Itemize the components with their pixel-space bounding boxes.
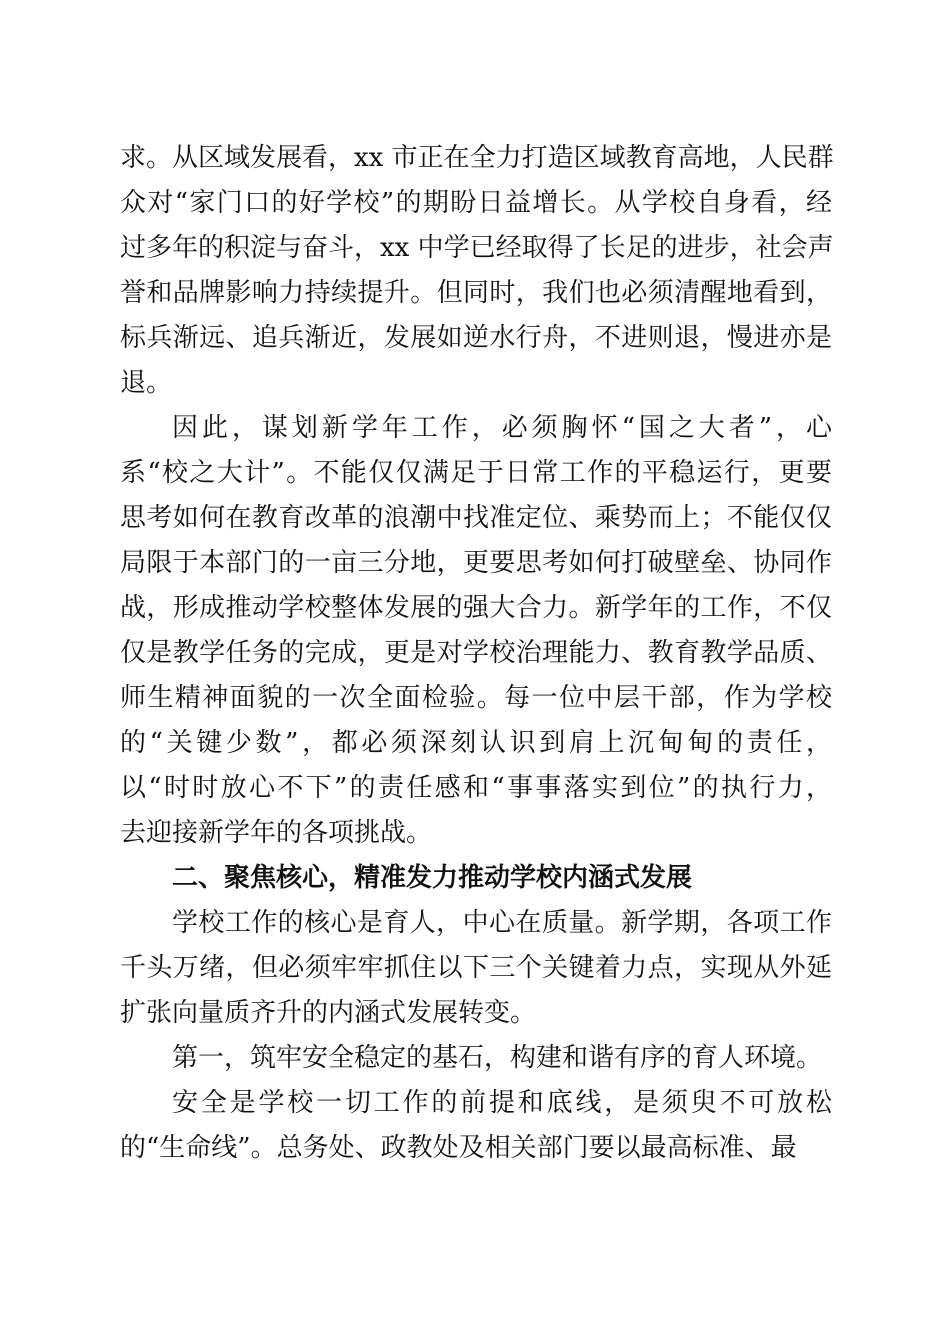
text-line: 标兵渐远、追兵渐近，发展如逆水行舟，不进则退，慢进亦是 bbox=[120, 323, 832, 353]
paragraph bbox=[120, 406, 832, 856]
text-line: 因此，谋划新学年工作，必须胸怀“国之大者”，心 bbox=[172, 413, 832, 443]
text-line: 仅是教学任务的完成，更是对学校治理能力、教育教学品质、 bbox=[120, 638, 832, 668]
section-heading bbox=[120, 856, 832, 901]
text-line: 去迎接新学年的各项挑战。 bbox=[120, 818, 433, 848]
text-line: 学校工作的核心是育人，中心在质量。新学期，各项工作 bbox=[172, 908, 832, 938]
text-line: 的“关键少数”，都必须深刻认识到肩上沉甸甸的责任， bbox=[120, 728, 832, 758]
paragraph bbox=[120, 136, 832, 406]
paragraph bbox=[120, 1036, 832, 1081]
text-line: 以“时时放心不下”的责任感和“事事落实到位”的执行力， bbox=[120, 773, 832, 803]
text-line: 众对“家门口的好学校”的期盼日益增长。从学校自身看，经 bbox=[120, 188, 832, 218]
text-line: 的“生命线”。总务处、政教处及相关部门要以最高标准、最 bbox=[120, 1133, 797, 1163]
text-line: 师生精神面貌的一次全面检验。每一位中层干部，作为学校 bbox=[120, 683, 832, 713]
text-line: 安全是学校一切工作的前提和底线，是须臾不可放松 bbox=[172, 1088, 832, 1118]
text-line: 过多年的积淀与奋斗，xx 中学已经取得了长足的进步，社会声 bbox=[120, 233, 834, 263]
text-line: 千头万绪，但必须牢牢抓住以下三个关键着力点，实现从外延 bbox=[120, 953, 832, 983]
heading-line: 二、聚焦核心，精准发力推动学校内涵式发展 bbox=[172, 863, 693, 893]
text-line: 第一，筑牢安全稳定的基石，构建和谐有序的育人环境。 bbox=[172, 1043, 823, 1073]
text-line: 思考如何在教育改革的浪潮中找准定位、乘势而上；不能仅仅 bbox=[120, 503, 832, 533]
text-line: 誉和品牌影响力持续提升。但同时，我们也必须清醒地看到， bbox=[120, 278, 832, 308]
text-line: 系“校之大计”。不能仅仅满足于日常工作的平稳运行，更要 bbox=[120, 458, 832, 488]
paragraph bbox=[120, 1081, 832, 1171]
text-line: 退。 bbox=[120, 368, 173, 398]
document-body bbox=[120, 136, 832, 1171]
text-line: 战，形成推动学校整体发展的强大合力。新学年的工作，不仅 bbox=[120, 593, 832, 623]
text-line: 求。从区域发展看，xx 市正在全力打造区域教育高地，人民群 bbox=[120, 143, 834, 173]
paragraph bbox=[120, 901, 832, 1036]
text-line: 局限于本部门的一亩三分地，更要思考如何打破壁垒、协同作 bbox=[120, 548, 832, 578]
text-line: 扩张向量质齐升的内涵式发展转变。 bbox=[120, 998, 537, 1028]
